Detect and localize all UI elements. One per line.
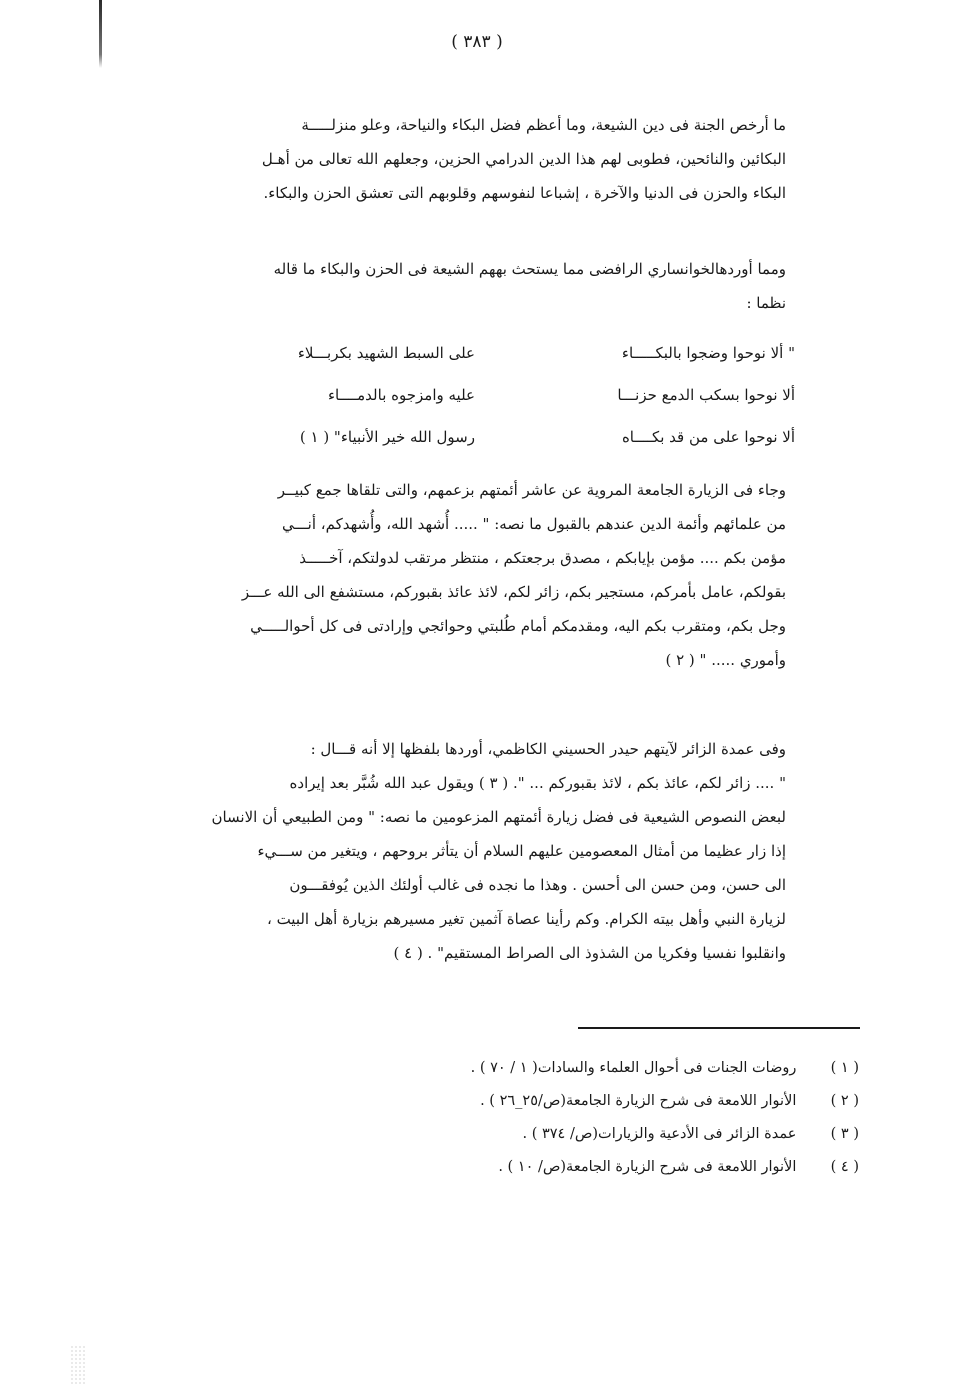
text-line: وجل بكم، ومتقرب بكم اليه، ومقدمكم أمام طُلبتي وحوائجي وإرادتى فى كل أحوالـــــي [250, 617, 786, 635]
footnote [359, 1151, 859, 1184]
text-line: مؤمن بكم .... مؤمن بإيابكم ، مصدق برجعتكم ، منتظر مرتقب لدولتكم، آخـــــذ [299, 549, 786, 567]
page-number: ( ٣٨٣ ) [451, 32, 503, 52]
text-line: من علمائهم وأئمة الدين عندهم بالقبول ما نصه: " ..... أُشهد الله، وأُشهدكم، أنـــي [282, 515, 786, 533]
footnotes [359, 1052, 859, 1184]
poem-first-hemistich: ألا نوحوا على من قد بكــــاه [621, 428, 795, 446]
footnote-text: الأنوار اللامعة فى شرح الزيارة الجامعة(ص/٢٥_٢٦ ) . [480, 1093, 797, 1109]
footnote-number: ( ٤ ) [830, 1159, 859, 1175]
footnote-number: ( ٢ ) [830, 1093, 859, 1109]
text-line: وفى عمدة الزائر لآيتهم حيدر الحسيني الكاظمي، أوردها بلفظها إلا أنه قـــال : [310, 740, 786, 758]
text-line: وانقلبوا نفسيا وفكريا من الشذوذ الى الصراط المستقيم" . ( ٤ ) [393, 944, 786, 962]
text-line: " .... زائر لكم، عائذ بكم ، لائذ بقبوركم ... ". ( ٣ ) ويقول عبد الله شُبَّر بعد إيراده [289, 774, 786, 792]
text-line: ومما أوردهالخوانساري الرافضى مما يستحث بههم الشيعة فى الحزن والبكاء ما قاله [273, 260, 786, 278]
paragraph [206, 108, 786, 210]
poem-second-hemistich: رسول الله خير الأنبياء" ( ١ ) [299, 428, 475, 446]
footnote-text: عمدة الزائر فى الأدعية والزيارات(ص/ ٣٧٤ ) . [522, 1126, 797, 1142]
text-line: ما أرخص الجنة فى دين الشيعة، وما أعظم فضل البكاء والنياحة، وعلو منزلـــــة [301, 116, 786, 134]
text-line: الى حسن، ومن حسن الى أحسن . وهذا ما نجده فى غالب أولئك الذين يُوفقـــون [289, 876, 786, 894]
footnote-text: روضات الجنات فى أحوال العلماء والسادات( ١ / ٧٠ ) . [470, 1060, 797, 1076]
footnote-divider [578, 1027, 860, 1029]
text-line: وأموري ..... " ( ٢ ) [665, 651, 786, 669]
text-line: لزيارة النبي وأهل بيته الكرام. وكم رأينا عصاة آثمين تغير مسيرهم بزيارة أهل البيت ، [266, 910, 786, 928]
poem-second-hemistich: عليه وامزجوه بالدمــــاء [327, 386, 475, 404]
text-line: لبعض النصوص الشيعية فى فضل زيارة أئمتهم المزعومين ما نصه: " ومن الطبيعي أن الانسان [211, 808, 786, 826]
poem-verse [235, 332, 795, 374]
footnote-text: الأنوار اللامعة فى شرح الزيارة الجامعة(ص/ ١٠ ) . [498, 1159, 797, 1175]
text-line: إذا زار عظيما من أمثال المعصومين عليهم السلام أن يتأثر بروحهم ، ويتغير من ســـيء [257, 842, 786, 860]
poem [235, 332, 795, 458]
poem-first-hemistich: ألا نوحوا بسكب الدمع حزنـــا [617, 386, 795, 404]
poem-verse [235, 416, 795, 458]
footnote-number: ( ٣ ) [830, 1126, 859, 1142]
text-line: البكاء والحزن فى الدنيا والآخرة ، إشباعا لنفوسهم وقلوبهم التى تعشق الحزن والبكاء. [263, 184, 786, 202]
paragraph [206, 473, 786, 677]
text-line: بقولكم، عامل بأمركم، مستجير بكم، زائر لكم، لائذ عائذ بقبوركم، مستشفع الى الله عـــز [241, 583, 786, 601]
poem-second-hemistich: على السبط الشهيد بكربـــلاء [297, 344, 475, 362]
footnote-number: ( ١ ) [830, 1060, 859, 1076]
scan-noise [70, 1345, 86, 1385]
paragraph [206, 252, 786, 320]
text-line: وجاء فى الزيارة الجامعة المروية عن عاشر أئمتهم بزعمهم، والتى تلقاها جمع كبيــر [277, 481, 786, 499]
footnote [359, 1085, 859, 1118]
footnote [359, 1052, 859, 1085]
footnote [359, 1118, 859, 1151]
paragraph [206, 732, 786, 970]
text-line: البكائين والنائحين، فطوبى لهم هذا الدين الدرامي الحزين، وجعلهم الله تعالى من أهـل [261, 150, 786, 168]
poem-verse [235, 374, 795, 416]
poem-first-hemistich: " ألا نوحوا وضجوا بالبكـــــاء [621, 344, 795, 362]
text-line: نظما : [746, 294, 786, 312]
